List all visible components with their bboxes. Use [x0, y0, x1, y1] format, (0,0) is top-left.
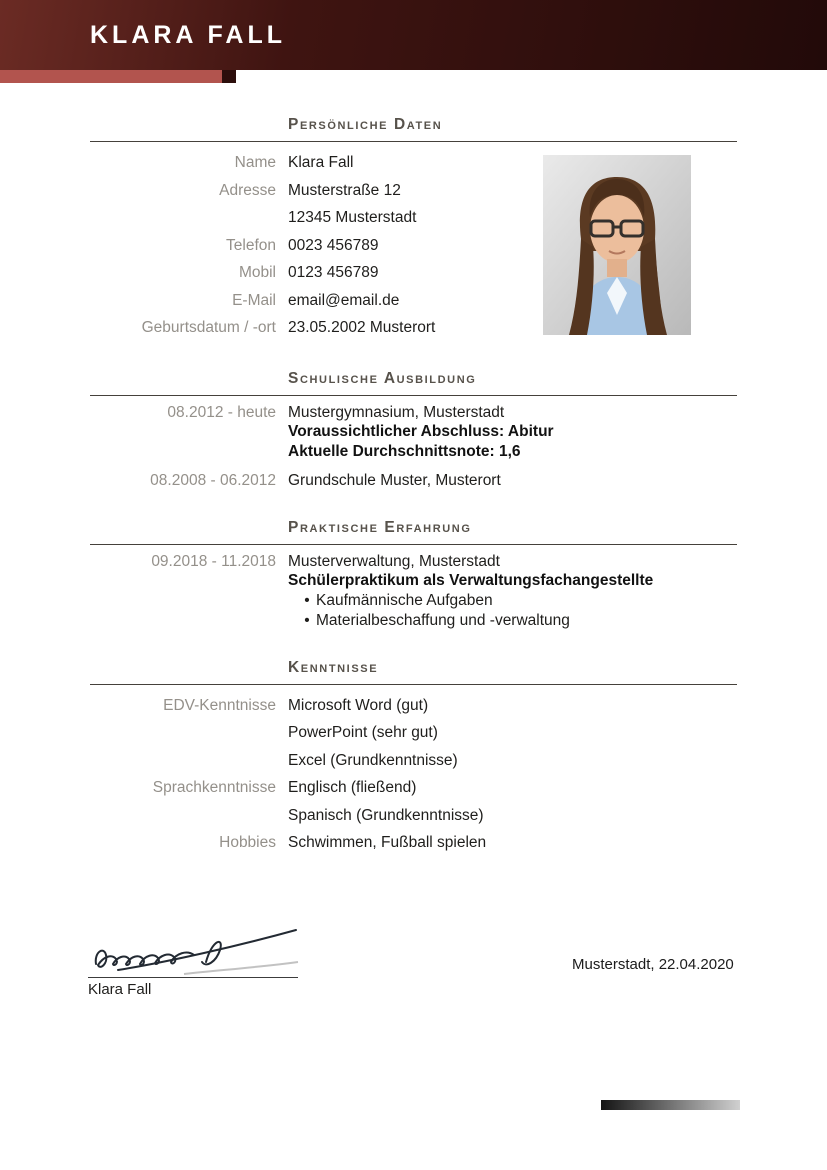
entry-title: Grundschule Muster, Musterort: [288, 471, 501, 489]
field-label: Telefon: [226, 236, 276, 254]
section-title-experience: Praktische Erfahrung: [288, 518, 472, 536]
place-date: Musterstadt, 22.04.2020: [572, 956, 734, 973]
accent-dark-segment: [222, 70, 236, 83]
section-experience: [90, 519, 737, 631]
entry-period: 08.2012 - heute: [167, 403, 276, 421]
education-entry: [90, 471, 737, 491]
header-accent-bar: [0, 70, 827, 83]
field-label: Sprachkenntnisse: [152, 779, 276, 797]
person-name: KLARA FALL: [90, 20, 286, 49]
field-label: Adresse: [219, 181, 276, 199]
field-label: EDV-Kenntnisse: [163, 696, 276, 714]
skills-row: [90, 774, 737, 802]
bullet-icon: •: [304, 612, 310, 630]
section-personal-head: [90, 116, 737, 142]
skills-row: [90, 747, 737, 775]
skills-row: [90, 802, 737, 830]
field-value: 0123 456789: [288, 264, 379, 281]
section-skills: [90, 659, 737, 857]
experience-entry: [90, 552, 737, 631]
entry-body: [288, 552, 653, 631]
header-bar: [0, 0, 827, 70]
education-rows: [90, 396, 737, 491]
field-value: Spanisch (Grundkenntnisse): [288, 806, 484, 824]
field-value: PowerPoint (sehr gut): [288, 724, 438, 742]
field-value: 12345 Musterstadt: [288, 209, 417, 226]
field-value: Schwimmen, Fußball spielen: [288, 834, 487, 852]
bullet-icon: •: [304, 592, 310, 610]
skills-row: [90, 719, 737, 747]
field-value: Excel (Grundkenntnisse): [288, 751, 458, 769]
field-value: Musterstraße 12: [288, 181, 401, 199]
field-label: Hobbies: [219, 834, 276, 852]
portrait-illustration: [543, 155, 691, 335]
section-skills-head: [90, 659, 737, 685]
field-label: [90, 719, 276, 747]
education-entry: [90, 403, 737, 462]
entry-body: [288, 403, 554, 462]
signature-block: [88, 926, 303, 998]
section-education-head: [90, 370, 737, 396]
skills-row: [90, 829, 737, 857]
footer-gradient-bar: [601, 1100, 740, 1110]
bullet-text: Kaufmännische Aufgaben: [316, 592, 493, 610]
field-value: Microsoft Word (gut): [288, 696, 429, 714]
section-title-skills: Kenntnisse: [288, 658, 379, 676]
field-label: [90, 802, 276, 830]
entry-bold-line: Voraussichtlicher Abschluss: Abitur: [288, 423, 554, 441]
entry-title: Mustergymnasium, Musterstadt: [288, 403, 505, 421]
section-experience-head: [90, 519, 737, 545]
entry-subtitle: Schülerpraktikum als Verwaltungsfachangestellte: [288, 572, 654, 590]
bullet-item: [298, 611, 653, 631]
section-title-education: Schulische Ausbildung: [288, 369, 477, 387]
bullet-text: Materialbeschaffung und -verwaltung: [316, 612, 570, 630]
field-label: Name: [234, 154, 276, 171]
experience-rows: [90, 545, 737, 631]
field-value: 0023 456789: [288, 236, 379, 254]
signature-name: Klara Fall: [88, 981, 152, 998]
field-label: [90, 747, 276, 775]
handwritten-signature: [88, 926, 303, 978]
applicant-photo: [543, 155, 691, 335]
field-label: Geburtsdatum / -ort: [141, 319, 276, 336]
bullet-item: [298, 591, 653, 611]
field-value: email@email.de: [288, 291, 400, 309]
entry-period: 09.2018 - 11.2018: [151, 552, 276, 570]
field-label: [90, 204, 276, 232]
entry-body: [288, 471, 501, 491]
section-title-personal: Persönliche Daten: [288, 116, 443, 133]
field-label: Mobil: [238, 264, 276, 281]
entry-period: 08.2008 - 06.2012: [150, 471, 276, 489]
skills-row: [90, 692, 737, 720]
skills-rows: [90, 685, 737, 857]
field-value: Englisch (fließend): [288, 779, 417, 797]
cv-content: [0, 83, 827, 857]
field-value: Klara Fall: [288, 154, 354, 171]
field-value: 23.05.2002 Musterort: [288, 319, 436, 336]
entry-bold-line: Aktuelle Durchschnittsnote: 1,6: [288, 443, 521, 461]
field-label: E-Mail: [232, 291, 276, 309]
accent-red-segment: [0, 70, 222, 83]
section-education: [90, 370, 737, 491]
entry-title: Musterverwaltung, Musterstadt: [288, 552, 500, 570]
